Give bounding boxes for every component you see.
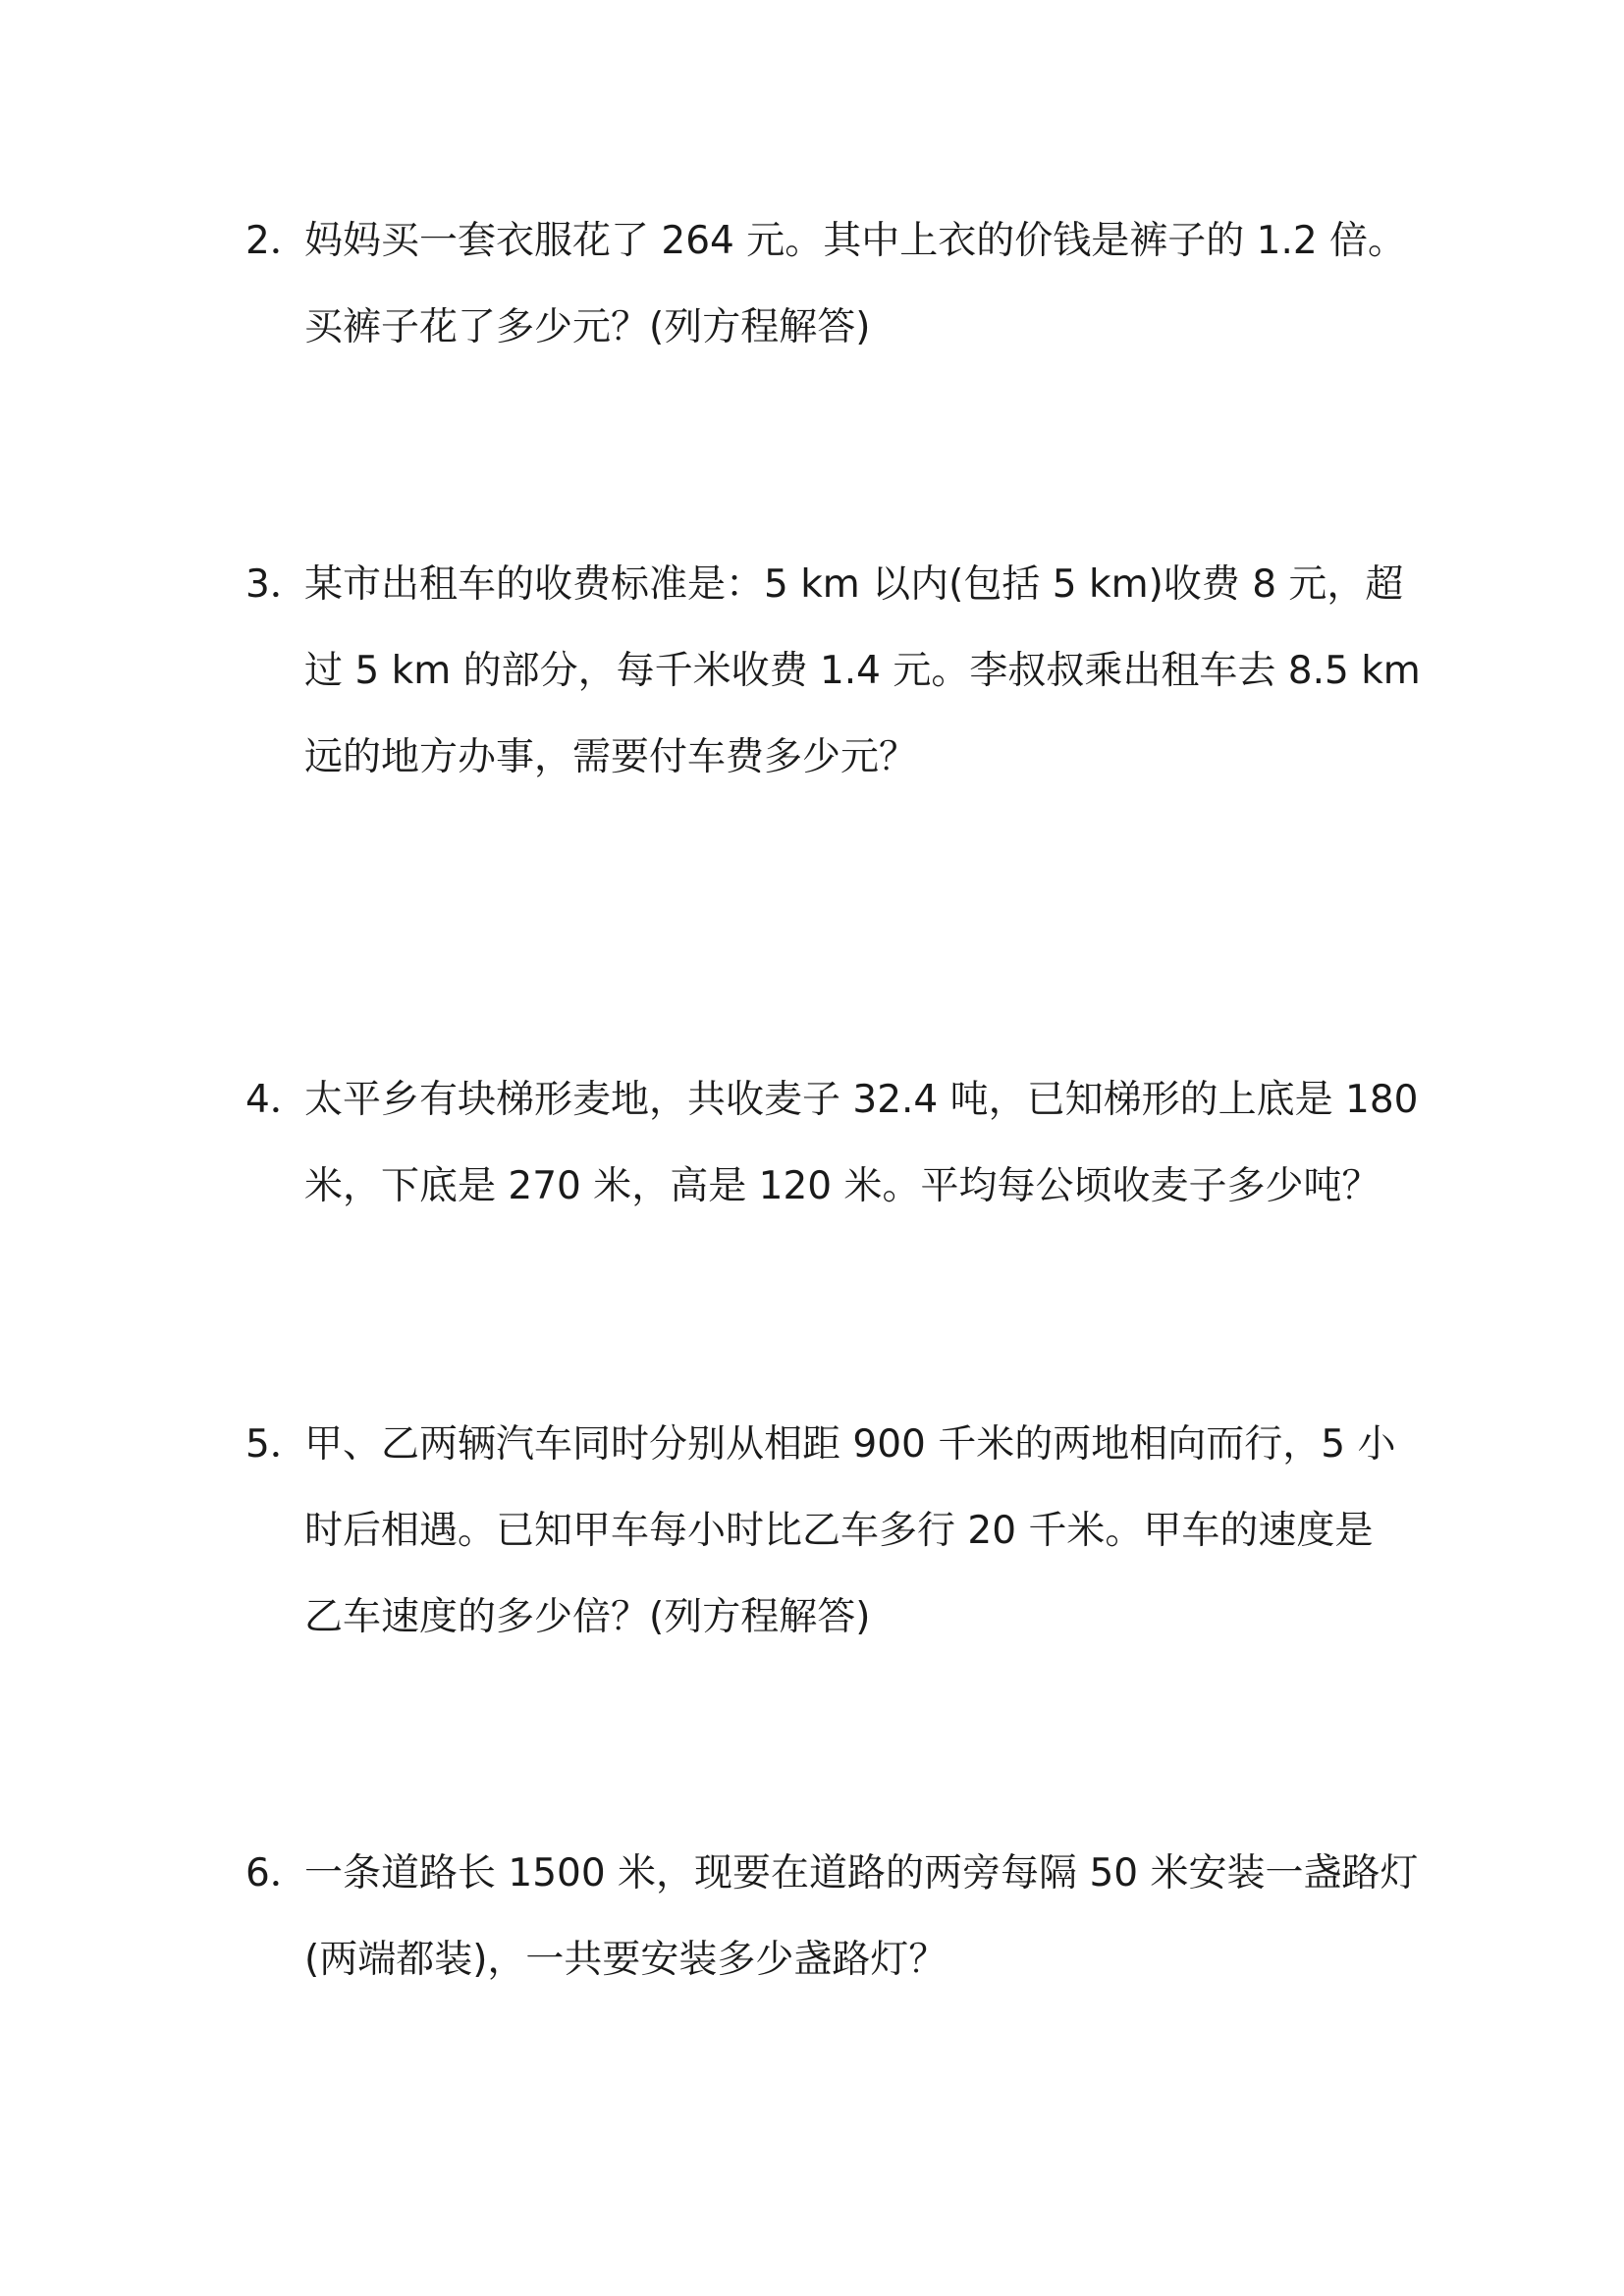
problem-line [245,198,1407,285]
problem-text: 某市出租车的收费标准是：5 km 以内(包括 5 km)收费 8 元，超 [304,562,1404,607]
problem-text: 太平乡有块梯形麦地，共收麦子 32.4 吨，已知梯形的上底是 180 [304,1078,1419,1122]
problem-4 [245,1057,1419,1230]
problem-number: 6． [245,1851,308,1896]
problem-text: 甲、乙两辆汽车同时分别从相距 900 千米的两地相向而行，5 小 [304,1422,1396,1467]
problem-number: 4． [245,1078,308,1122]
problem-3 [245,542,1421,801]
problem-text: 妈妈买一套衣服花了 264 元。其中上衣的价钱是裤子的 1.2 倍。 [304,219,1407,263]
problem-number: 2． [245,219,308,263]
problem-line: 时后相遇。已知甲车每小时比乙车多行 20 千米。甲车的速度是 [304,1509,1374,1553]
problem-6 [245,1831,1419,2003]
problem-number: 5． [245,1422,308,1467]
problem-line [245,1402,1394,1488]
problem-line [245,1831,1419,1917]
problem-line: 远的地方办事，需要付车费多少元？ [304,735,918,779]
problem-line [245,1057,1419,1144]
problem-text: 一条道路长 1500 米，现要在道路的两旁每隔 50 米安装一盏路灯 [304,1851,1419,1896]
problem-2 [245,198,1407,371]
problem-line: 买裤子花了多少元？(列方程解答) [304,305,871,349]
problem-line: 过 5 km 的部分，每千米收费 1.4 元。李叔叔乘出租车去 8.5 km [304,649,1421,693]
problem-number: 3． [245,562,308,607]
problem-line [245,542,1404,628]
problem-line: (两端都装)，一共要安装多少盏路灯？ [304,1938,947,1982]
problem-line: 米，下底是 270 米，高是 120 米。平均每公顷收麦子多少吨？ [304,1164,1380,1208]
problem-line: 乙车速度的多少倍？(列方程解答) [304,1595,871,1639]
problem-5 [245,1402,1394,1661]
